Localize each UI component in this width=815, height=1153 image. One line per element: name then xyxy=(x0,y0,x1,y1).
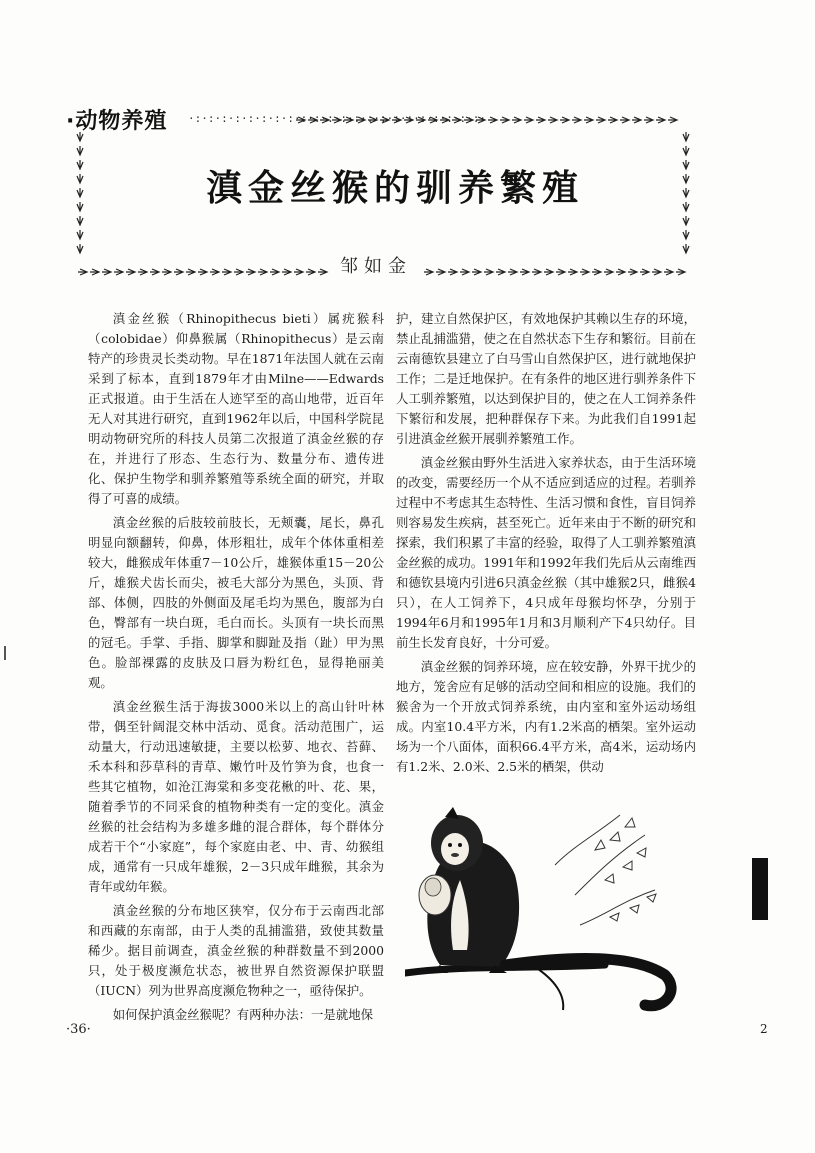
edge-tab-marker xyxy=(752,858,768,920)
paragraph: 护，建立自然保护区，有效地保护其赖以生存的环境，禁止乱捕滥猎，使之在自然状态下生存和繁衍。目前在云南德钦县建立了白马雪山自然保护区，进行就地保护工作；二是迁地保护。在有条件的地区进行驯养条件下人工驯养繁殖，以达到保护目的，使之在人工饲养条件下繁衍和发展，把种群保存下来。为此我们自1991起引进滇金丝猴开展驯养繁殖工作。 xyxy=(396,311,696,446)
article-right-column xyxy=(396,309,696,797)
edge-mark: 2 xyxy=(760,1022,768,1036)
paragraph: 滇金丝猴（Rhinopithecus bieti）属疣猴科（colobidae）仰鼻猴属（Rhinopithecus）是云南特产的珍贵灵长类动物。早在1871年法国人就在云南采到了标本，直到1879年才由Milne——Edwards正式报道。由于生活在人迹罕至的高山地带，近百年无人对其进行研究，直到1962年以后，中国科学院昆明动物研究所的科技人员第二次报道了滇金丝猴的存在，并进行了形态、生态行为、数量分布、遗传进化、保护生物学和驯养繁殖等系统全面的研究，并取得了可喜的成绩。 xyxy=(88,311,384,506)
paragraph: 滇金丝猴生活于海拔3000米以上的高山针叶林带，偶至针阔混交林中活动、觅食。活动范围广，运动量大，行动迅速敏捷，主要以松萝、地衣、苔藓、禾本科和莎草科的青草、嫩竹叶及竹笋为食，也食一些其它植物，如沧江海棠和多变花楸的叶、花、果，随着季节的不同采食的植物种类有一定的变化。滇金丝猴的社会结构为多雄多雌的混合群体，每个群体分成若干个“小家庭”，每个家庭由老、中、青、幼猴组成，通常有一只成年雄猴，2－3只成年雌猴，其余为青年或幼年猴。 xyxy=(88,699,384,894)
golden-monkey-illustration xyxy=(405,805,715,1015)
section-label-dots: ·:·:·:·:·:·:·:·:·:·:·:·:·:·:·:·:·:·:·:·:·:·:· xyxy=(188,112,487,125)
article-title: 滇金丝猴的驯养繁殖 xyxy=(205,167,584,209)
paragraph: 滇金丝猴的饲养环境，应在较安静，外界干扰少的地方，笼舍应有足够的活动空间和相应的设施。我们的猴舍为一个开放式饲养系统，由内室和室外运动场组成。内室10.4平方米，内有1.2米高的栖架。室外运动场为一个八面体，面积66.4平方米，高4米，运动场内有1.2米、2.0米、2.5米的栖架，供动 xyxy=(396,659,696,774)
article-author: 邹如金 xyxy=(340,256,412,277)
paragraph: 如何保护滇金丝猴呢？有两种办法：一是就地保 xyxy=(112,1007,373,1021)
paragraph: 滇金丝猴的分布地区狭窄，仅分布于云南西北部和西藏的东南部，由于人类的乱捕滥猎，致使其数量稀少。据目前调查，滇金丝猴的种群数量不到2000只，处于极度濒危状态，被世界自然资源保护联盟（IUCN）列为世界高度濒危物种之一，亟待保护。 xyxy=(88,903,384,998)
paragraph: 滇金丝猴的后肢较前肢长，无颊囊，尾长，鼻孔明显向额翻转，仰鼻，体形粗壮，成年个体体重相差较大，雌猴成年体重7－10公斤，雄猴体重15－20公斤，雄猴犬齿长而尖，被毛大部分为黑色，头顶、背部、体侧，四肢的外侧面及尾毛均为黑色，腹部为白色，臀部有一块白斑，毛白而长。头顶有一块长而黑的冠毛。手掌、手指、脚掌和脚趾及指（趾）甲为黑色。脸部裸露的皮肤及口唇为粉红色，显得艳丽美观。 xyxy=(88,515,384,690)
scan-edge-tick xyxy=(4,646,6,660)
paragraph: 滇金丝猴由野外生活进入家养状态，由于生活环境的改变，需要经历一个从不适应到适应的过程。若驯养过程中不考虑其生态特性、生活习惯和食性，盲目饲养则容易发生疾病，甚至死亡。近年来由于不断的研究和探索，我们积累了丰富的经验，取得了人工驯养繁殖滇金丝猴的成功。1991年和1992年我们先后从云南维西和德钦县境内引进6只滇金丝猴（其中雄猴2只，雌猴4只），在人工饲养下，4只成年母猴均怀孕，分别于1994年6月和1995年1月和3月顺利产下4只幼仔。目前生长发育良好，十分可爱。 xyxy=(396,455,696,650)
article-left-column xyxy=(88,309,384,1021)
page-number: ·36· xyxy=(66,1022,91,1037)
section-label: ·动物养殖 xyxy=(66,109,168,134)
